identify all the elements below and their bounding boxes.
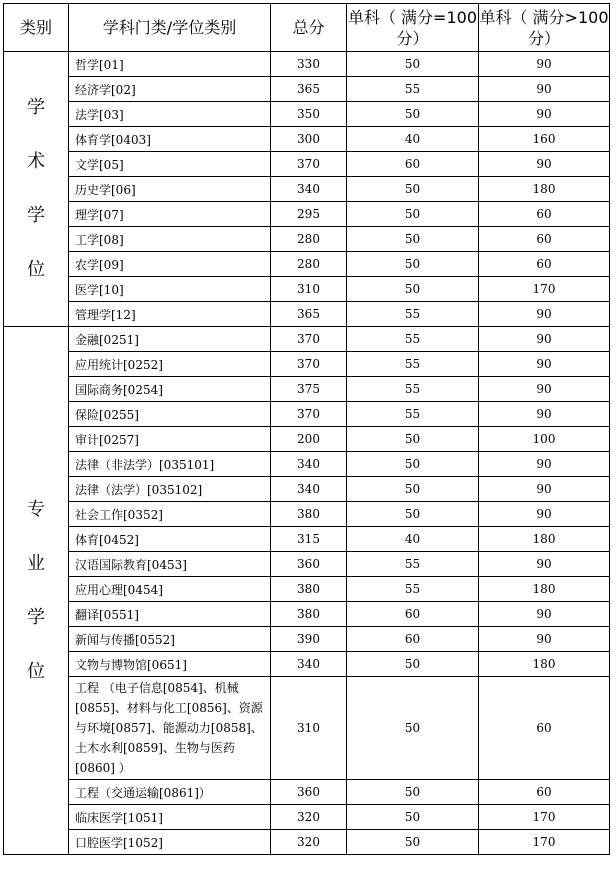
single-100-cell: 60 [347, 602, 479, 627]
total-score-cell: 360 [271, 780, 347, 805]
single-gt100-cell: 60 [479, 780, 610, 805]
total-score-cell: 370 [271, 402, 347, 427]
single-gt100-cell: 90 [479, 327, 610, 352]
header-single-100: 单科（ 满分=100 分） [347, 4, 479, 52]
table-row [4, 77, 610, 102]
header-total: 总分 [271, 4, 347, 52]
discipline-cell: 审计[0257] [69, 427, 271, 452]
table-row [4, 302, 610, 327]
table-row [4, 602, 610, 627]
header-row [4, 4, 610, 52]
discipline-cell: 口腔医学[1052] [69, 830, 271, 855]
single-gt100-cell: 90 [479, 477, 610, 502]
discipline-cell: 体育[0452] [69, 527, 271, 552]
total-score-cell: 200 [271, 427, 347, 452]
discipline-cell: 翻译[0551] [69, 602, 271, 627]
discipline-cell: 工程 （电子信息[0854]、机械[0855]、材料与化工[0856]、资源与环境[0857]、能源动力[0858]、土木水利[0859]、生物与医药[0860] ） [69, 677, 271, 780]
table-row [4, 402, 610, 427]
table-row [4, 127, 610, 152]
single-100-cell: 50 [347, 477, 479, 502]
single-gt100-cell: 90 [479, 352, 610, 377]
total-score-cell: 365 [271, 302, 347, 327]
single-gt100-cell: 170 [479, 277, 610, 302]
table-row [4, 102, 610, 127]
single-100-cell: 50 [347, 652, 479, 677]
single-100-cell: 50 [347, 252, 479, 277]
table-row [4, 227, 610, 252]
single-100-cell: 50 [347, 452, 479, 477]
single-gt100-cell: 90 [479, 452, 610, 477]
discipline-cell: 社会工作[0352] [69, 502, 271, 527]
discipline-cell: 应用心理[0454] [69, 577, 271, 602]
total-score-cell: 340 [271, 177, 347, 202]
discipline-cell: 管理学[12] [69, 302, 271, 327]
table-row [4, 202, 610, 227]
single-100-cell: 50 [347, 277, 479, 302]
single-100-cell: 55 [347, 352, 479, 377]
category-label: 学术学位 [27, 97, 45, 280]
single-gt100-cell: 90 [479, 152, 610, 177]
table-row [4, 627, 610, 652]
table-row [4, 527, 610, 552]
table-row [4, 577, 610, 602]
single-100-cell: 50 [347, 202, 479, 227]
single-gt100-cell: 160 [479, 127, 610, 152]
total-score-cell: 310 [271, 677, 347, 780]
discipline-cell: 应用统计[0252] [69, 352, 271, 377]
table-row [4, 805, 610, 830]
category-cell [4, 52, 69, 327]
single-100-cell: 50 [347, 830, 479, 855]
single-100-cell: 50 [347, 677, 479, 780]
table-row [4, 552, 610, 577]
single-100-cell: 55 [347, 552, 479, 577]
single-gt100-cell: 170 [479, 830, 610, 855]
table-header [4, 4, 610, 52]
discipline-cell: 文学[05] [69, 152, 271, 177]
discipline-cell: 经济学[02] [69, 77, 271, 102]
single-100-cell: 55 [347, 77, 479, 102]
table-row [4, 830, 610, 855]
single-100-cell: 50 [347, 427, 479, 452]
total-score-cell: 380 [271, 502, 347, 527]
table-row [4, 252, 610, 277]
single-gt100-cell: 60 [479, 677, 610, 780]
discipline-cell: 新闻与传播[0552] [69, 627, 271, 652]
discipline-cell: 工学[08] [69, 227, 271, 252]
single-100-cell: 60 [347, 627, 479, 652]
total-score-cell: 310 [271, 277, 347, 302]
single-gt100-cell: 180 [479, 577, 610, 602]
table-row [4, 452, 610, 477]
table-row [4, 427, 610, 452]
discipline-cell: 法学[03] [69, 102, 271, 127]
total-score-cell: 360 [271, 552, 347, 577]
single-gt100-cell: 90 [479, 627, 610, 652]
discipline-cell: 国际商务[0254] [69, 377, 271, 402]
single-100-cell: 50 [347, 805, 479, 830]
single-100-cell: 55 [347, 402, 479, 427]
table-row [4, 677, 610, 780]
total-score-cell: 340 [271, 652, 347, 677]
single-gt100-cell: 180 [479, 177, 610, 202]
category-cell [4, 327, 69, 855]
total-score-cell: 350 [271, 102, 347, 127]
total-score-cell: 320 [271, 830, 347, 855]
single-100-cell: 50 [347, 780, 479, 805]
table-row [4, 477, 610, 502]
total-score-cell: 295 [271, 202, 347, 227]
total-score-cell: 315 [271, 527, 347, 552]
single-100-cell: 55 [347, 377, 479, 402]
discipline-cell: 法律（法学）[035102] [69, 477, 271, 502]
total-score-cell: 370 [271, 327, 347, 352]
discipline-cell: 汉语国际教育[0453] [69, 552, 271, 577]
table-row [4, 780, 610, 805]
single-100-cell: 50 [347, 227, 479, 252]
single-gt100-cell: 90 [479, 552, 610, 577]
single-gt100-cell: 90 [479, 377, 610, 402]
single-gt100-cell: 60 [479, 202, 610, 227]
single-gt100-cell: 60 [479, 227, 610, 252]
total-score-cell: 300 [271, 127, 347, 152]
table-row [4, 352, 610, 377]
single-gt100-cell: 100 [479, 427, 610, 452]
discipline-cell: 农学[09] [69, 252, 271, 277]
table-row [4, 377, 610, 402]
single-100-cell: 40 [347, 527, 479, 552]
table-row [4, 652, 610, 677]
discipline-cell: 文物与博物馆[0651] [69, 652, 271, 677]
table-row [4, 502, 610, 527]
single-gt100-cell: 170 [479, 805, 610, 830]
discipline-cell: 历史学[06] [69, 177, 271, 202]
discipline-cell: 理学[07] [69, 202, 271, 227]
header-category: 类别 [4, 4, 69, 52]
discipline-cell: 哲学[01] [69, 52, 271, 77]
total-score-cell: 330 [271, 52, 347, 77]
table-row [4, 152, 610, 177]
single-100-cell: 55 [347, 302, 479, 327]
total-score-cell: 380 [271, 577, 347, 602]
single-100-cell: 55 [347, 577, 479, 602]
single-100-cell: 60 [347, 152, 479, 177]
single-gt100-cell: 90 [479, 602, 610, 627]
table-body [4, 52, 610, 855]
single-gt100-cell: 60 [479, 252, 610, 277]
discipline-cell: 临床医学[1051] [69, 805, 271, 830]
single-100-cell: 50 [347, 502, 479, 527]
single-100-cell: 50 [347, 102, 479, 127]
single-gt100-cell: 90 [479, 52, 610, 77]
header-single-gt100: 单科（ 满分>100 分） [479, 4, 610, 52]
table-row [4, 277, 610, 302]
total-score-cell: 280 [271, 227, 347, 252]
discipline-cell: 体育学[0403] [69, 127, 271, 152]
discipline-cell: 工程（交通运输[0861]） [69, 780, 271, 805]
total-score-cell: 370 [271, 352, 347, 377]
score-table [3, 3, 610, 855]
total-score-cell: 280 [271, 252, 347, 277]
total-score-cell: 370 [271, 152, 347, 177]
total-score-cell: 320 [271, 805, 347, 830]
total-score-cell: 365 [271, 77, 347, 102]
discipline-cell: 法律（非法学）[035101] [69, 452, 271, 477]
total-score-cell: 380 [271, 602, 347, 627]
single-100-cell: 50 [347, 177, 479, 202]
table-row [4, 177, 610, 202]
single-gt100-cell: 90 [479, 402, 610, 427]
single-gt100-cell: 90 [479, 102, 610, 127]
category-label: 专业学位 [27, 498, 45, 682]
discipline-cell: 医学[10] [69, 277, 271, 302]
single-100-cell: 50 [347, 52, 479, 77]
single-gt100-cell: 90 [479, 77, 610, 102]
single-100-cell: 55 [347, 327, 479, 352]
single-gt100-cell: 180 [479, 527, 610, 552]
single-gt100-cell: 90 [479, 302, 610, 327]
single-gt100-cell: 180 [479, 652, 610, 677]
discipline-cell: 金融[0251] [69, 327, 271, 352]
total-score-cell: 340 [271, 477, 347, 502]
single-gt100-cell: 90 [479, 502, 610, 527]
total-score-cell: 375 [271, 377, 347, 402]
table-row [4, 327, 610, 352]
single-100-cell: 40 [347, 127, 479, 152]
total-score-cell: 390 [271, 627, 347, 652]
header-discipline: 学科门类/学位类别 [69, 4, 271, 52]
total-score-cell: 340 [271, 452, 347, 477]
table-row [4, 52, 610, 77]
discipline-cell: 保险[0255] [69, 402, 271, 427]
